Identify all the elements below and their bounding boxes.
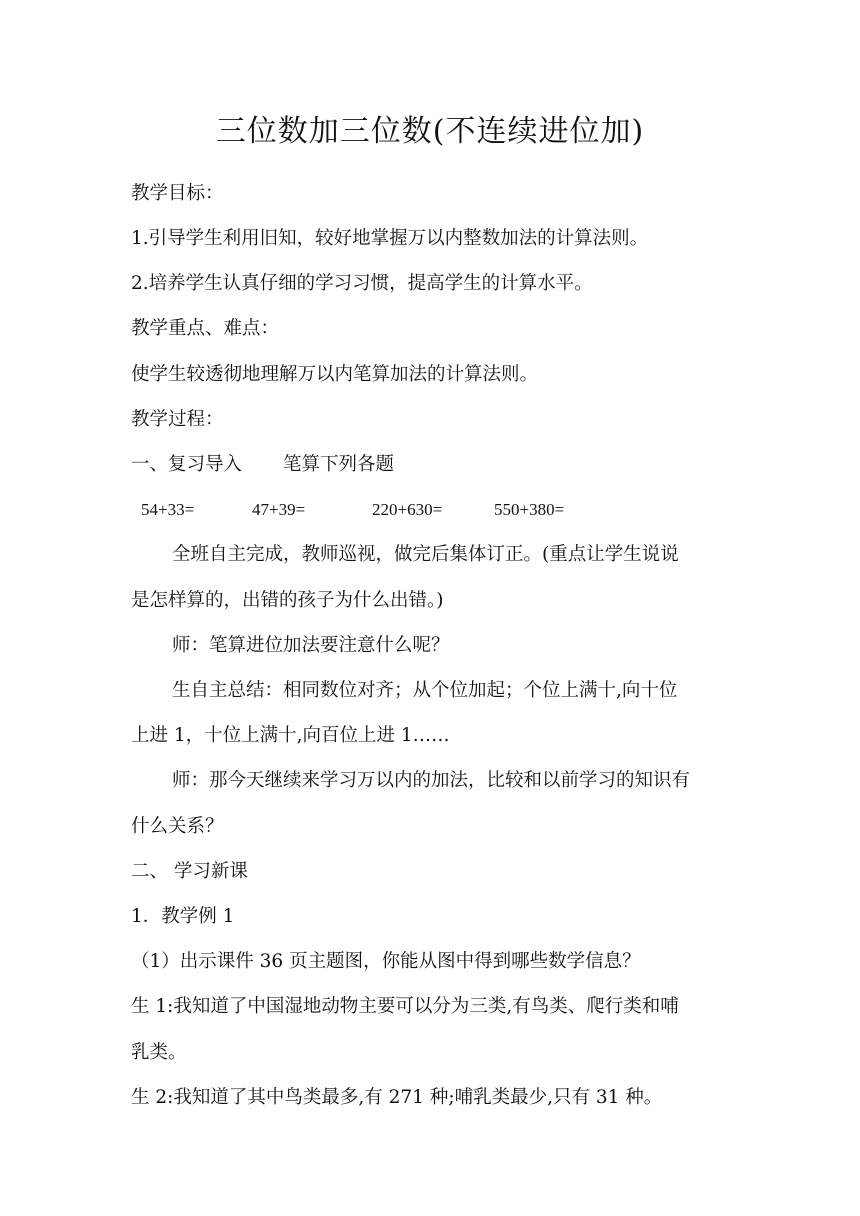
exercise-4: 550+380= xyxy=(494,500,565,519)
paragraph-4-line-2: 什么关系？ xyxy=(131,816,224,837)
paragraph-1-line-1: 全班自主完成，教师巡视，做完后集体订正。(重点让学生说说 xyxy=(172,544,679,565)
exercise-1: 54+33= xyxy=(141,500,195,519)
section1-task: 笔算下列各题 xyxy=(283,454,395,475)
paragraph-1-line-2: 是怎样算的，出错的孩子为什么出错。) xyxy=(131,590,444,611)
process-heading: 教学过程： xyxy=(131,409,224,430)
student-1-line-2: 乳类。 xyxy=(131,1042,187,1063)
document-title: 三位数加三位数(不连续进位加) xyxy=(215,114,645,149)
objective-1: 1.引导学生利用旧知，较好地掌握万以内整数加法的计算法则。 xyxy=(131,228,649,249)
keypoints-heading: 教学重点、难点： xyxy=(131,318,280,339)
objective-heading: 教学目标： xyxy=(131,183,224,204)
paragraph-3-line-1: 生自主总结：相同数位对齐；从个位加起；个位上满十,向十位 xyxy=(172,680,678,701)
student-1-line-1: 生 1:我知道了中国湿地动物主要可以分为三类,有鸟类、爬行类和哺 xyxy=(131,996,679,1017)
section2-heading: 二、 学习新课 xyxy=(131,861,248,882)
example-heading: 1．教学例 1 xyxy=(131,906,235,927)
section1-heading: 一、复习导入 xyxy=(131,454,243,475)
paragraph-3-line-2: 上进 1，十位上满十,向百位上进 1…… xyxy=(131,725,450,746)
objective-2: 2.培养学生认真仔细的学习习惯，提高学生的计算水平。 xyxy=(131,273,593,294)
paragraph-2: 师：笔算进位加法要注意什么呢？ xyxy=(172,635,450,656)
exercise-3: 220+630= xyxy=(372,500,443,519)
student-2: 生 2:我知道了其中鸟类最多,有 271 种;哺乳类最少,只有 31 种。 xyxy=(131,1087,663,1108)
paragraph-4-line-1: 师：那今天继续来学习万以内的加法，比较和以前学习的知识有 xyxy=(172,770,691,791)
step-1: （1）出示课件 36 页主题图，你能从图中得到哪些数学信息？ xyxy=(131,951,641,972)
keypoints-text: 使学生较透彻地理解万以内笔算加法的计算法则。 xyxy=(131,364,539,385)
exercise-2: 47+39= xyxy=(252,500,306,519)
